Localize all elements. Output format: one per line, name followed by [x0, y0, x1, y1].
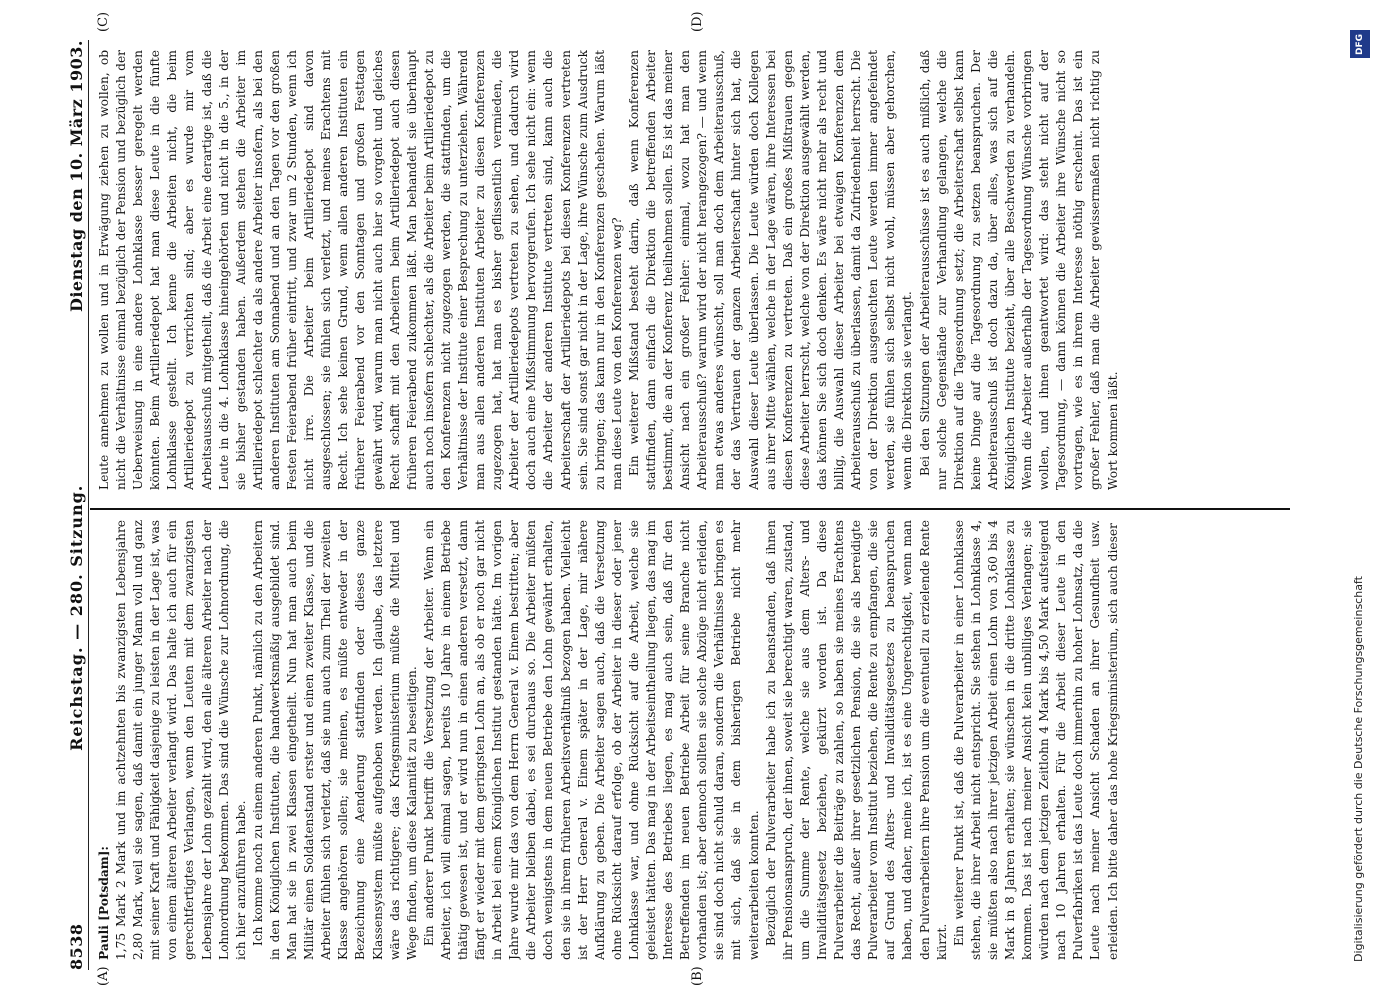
margin-marker-c: (C): [96, 11, 111, 32]
paragraph: Ich komme noch zu einem anderen Punkt, nämlich zu den Arbeitern in den Königlichen Instituten, die handwerksmäßig ausgebildet sind. Man hat sie in zwei Klassen eingetheilt. Nun hat man auch beim Militär einen Soldatenstand erster und einen zweiter Klasse, und die Arbeiter fühlen sich verletzt, daß sie nun auch zum Theil der zweiten Klasse angehören sollen; sie meinen, es müßte entweder in der Bezeichnung eine Aenderung stattfinden oder dieses ganze Klassensystem müßte aufgehoben werden. Ich glaube, das letztere wäre das richtigere; das Kriegsministerium müßte die Mittel und Wege finden, um diese Kalamität zu beseitigen.: [250, 520, 419, 960]
margin-marker-d: (D): [690, 11, 705, 32]
paragraph: Ein weiterer Punkt ist, daß die Pulverarbeiter in einer Lohnklasse stehen, die ihrer Arbeit nicht entspricht. Sie stehen in Lohnklasse 4, sie müßten also nach ihrer jetzigen Arbeit einen Lohn von 3,60 bis 4 Mark in 8 Jahren erhalten; sie wünschen in die dritte Lohnklasse zu kommen. Das ist nach meiner Ansicht kein unbilliges Verlangen; sie würden nach dem jetzigen Zeitlohn 4 Mark bis 4,50 Mark aufsteigend nach 10 Jahren erhalten. Für die Arbeit dieser Leute in den Pulverfabriken ist das Leute doch immerhin zu hoher Lohnsatz, da die Leute nach meiner Ansicht Schaden an ihrer Gesundheit usw. erleiden. Ich bitte daher das hohe Kriegsministerium, sich auch dieser: [951, 520, 1120, 960]
right-column: [96, 50, 1286, 490]
left-column: [96, 520, 1286, 960]
margin-marker-b: (B): [690, 966, 705, 986]
paragraph: Ein weiterer Mißstand besteht darin, daß wenn Konferenzen stattfinden, dann einfach die Direktion die betreffenden Arbeiter bestimmt, die an der Konferenz theilnehmen sollen. Es ist das meiner Ansicht nach ein großer Fehler: einmal, wozu hat man den Arbeiterausschuß? warum wird der nicht herangezogen? — und wenn man etwas anderes wünscht, soll man doch dem Arbeiterausschuß, der das Vertrauen der ganzen Arbeiterschaft hinter sich hat, die Auswahl dieser Leute überlassen. Die Leute würden doch Kollegen aus ihrer Mitte wählen, welche in der Lage wären, ihre Interessen bei diesen Konferenzen zu vertreten. Daß ein großes Mißtrauen gegen diese Arbeiter herrscht, welche von der Direktion ausgewählt werden, das können Sie sich doch denken. Es wäre nicht mehr als recht und billig, die Auswahl dieser Arbeiter bei etwaigen Konferenzen dem Arbeiterausschuß zu überlassen, damit da Zufriedenheit herrscht. Die von der Direktion ausgesuchten Leute werden immer angefeindet werden, sie fühlen sich selbst nicht wohl, müssen aber gehorchen, wenn die Direktion sie verlangt.: [626, 50, 915, 490]
margin-marker-a: (A): [96, 966, 111, 986]
dfg-logo: DFG: [1350, 30, 1370, 58]
session-date: Dienstag den 10. März 1903.: [67, 40, 86, 313]
paragraph: 1,75 Mark 2 Mark und im achtzehnten bis zwanzigsten Lebensjahre 2,80 Mark, weil sie sagen, daß damit ein junger Mann voll und ganz mit seiner Kraft und Fähigkeit dasjenige zu leisten in der Lage ist, was von einem älteren Arbeiter verlangt wird. Das halte ich auch für ein gerechtfertigtes Verlangen, wenn den Leuten mit dem zwanzigsten Lebensjahre der Lohn gezahlt wird, den alle älteren Arbeiter nach der Lohnordnung bekommen. Das sind die Wünsche zur Lohnordnung, die ich hier anzuführen habe.: [114, 520, 248, 960]
paragraph: Leute annehmen zu wollen und in Erwägung ziehen zu wollen, ob nicht die Verhältnisse einmal bezüglich der Pension und bezüglich der Ueberweisung in eine andere Lohnklasse besser geregelt werden könnten. Beim Artilleriedepot hat man diese Leute in die fünfte Lohnklasse gestellt. Ich kenne die Arbeiten nicht, die beim Artilleriedepot zu verrichten sind; aber es wurde mir vom Arbeitsausschuß mitgetheilt, daß die Arbeit eine derartige ist, daß die Leute in die 4. Lohnklasse hineingehörten und nicht in die 5., in der sie bisher gestanden haben. Außerdem stehen die Arbeiter im Artilleriedepot schlechter da als andere Arbeiter insofern, als bei den anderen Instituten am Sonnabend und an den Tagen vor den großen Festen Feierabend früher eintritt, und zwar um 2 Stunden, wenn ich nicht irre. Die Arbeiter beim Artilleriedepot sind davon ausgeschlossen; sie fühlen sich verletzt, und meines Erachtens mit Recht. Ich sehe keinen Grund, wenn allen anderen Instituten ein früherer Feierabend vor den Sonntagen und großen Festtagen gewährt wird, warum man nicht auch hier so vorgeht und gleiches Recht schafft mit den Arbeitern beim Artilleriedepot auch diesen früheren Feierabend zukommen läßt. Man behandelt sie überhaupt auch noch insofern schlechter, als die Arbeiter beim Artilleriedepot zu den Konferenzen nicht zugezogen werden, die stattfinden, um die Verhältnisse der Institute einer Besprechung zu unterziehen. Während man aus allen anderen Instituten Arbeiter zu diesen Konferenzen zugezogen hat, hat man es bisher geflissentlich vermieden, die Arbeiter der Artilleriedepots vertreten zu sehen, und dadurch wird doch auch eine Mißstimmung hervorgerufen. Ich sehe nicht ein: wenn die Arbeiter der anderen Institute vertreten sind, kann auch die Arbeiterschaft der Artilleriedepots bei diesen Konferenzen vertreten sein. Sie sind sonst gar nicht in der Lage, ihre Wünsche zum Ausdruck zu bringen; das kann nur in den Konferenzen geschehen. Warum läßt man diese Leute von den Konferenzen weg?: [97, 50, 624, 490]
column-divider: [90, 508, 1290, 510]
page-header: [62, 40, 89, 970]
page-number: 8538: [67, 923, 86, 970]
paragraph: Bei den Sitzungen der Arbeiterausschüsse ist es auch mißlich, daß nur solche Gegenstände zur Verhandlung gelangen, welche die Direktion auf die Tagesordnung setzt; die Arbeiterschaft selbst kann keine Dinge auf die Tagesordnung zu setzen beanspruchen. Der Arbeiterausschuß ist doch dazu da, über alles, was sich auf die Königlichen Institute bezieht, über alle Beschwerden zu verhandeln. Wenn die Arbeiter außerhalb der Tagesordnung Wünsche vorbringen wollen, und ihnen geantwortet wird: das steht nicht auf der Tagesordnung, — dann können die Arbeiter ihre Wünsche nicht so vortragen, wie es in ihrem Interesse nöthig erscheint. Das ist ein großer Fehler, daß man die Arbeiter gewissermaßen nicht richtig zu Wort kommen läßt.: [917, 50, 1120, 490]
digitization-credit: [1350, 30, 1370, 970]
session-title: Reichstag. — 280. Sitzung.: [67, 484, 86, 751]
speaker-label: Pauli [Potsdam]:: [97, 846, 111, 960]
paragraph: Bezüglich der Pulverarbeiter habe ich zu beanstanden, daß ihnen ihr Pensionsanspruch, der ihnen, soweit sie berechtigt waren, zustand, um die Summe der Rente, welche sie aus dem Alters- und Invaliditätsgesetz beziehen, gekürzt worden ist. Da diese Pulverarbeiter die Beiträge zu zahlen, so haben sie meines Erachtens das Recht, außer ihrer gesetzlichen Pension, die sie als bereidigte Pulverarbeiter vom Institut beziehen, die Rente zu empfangen, die sie auf Grund des Alters- und Invaliditätsgesetzes zu beanspruchen haben, und daher, meine ich, ist es eine Ungerechtigkeit, wenn man den Pulverarbeitern ihre Pension um die eventuell zu erzielende Rente kürzt.: [763, 520, 949, 960]
credit-text: Digitalisierung gefördert durch die Deutsche Forschungsgemeinschaft: [1352, 576, 1365, 962]
paragraph: Ein anderer Punkt betrifft die Versetzung der Arbeiter. Wenn ein Arbeiter, ich will einmal sagen, bereits 10 Jahre in einem Betriebe thätig gewesen ist, und er wird nun in einen anderen versetzt, dann fängt er wieder mit dem geringsten Lohn an, als ob er noch gar nicht in Arbeit bei einem Königlichen Institut gestanden hätte. Im vorigen Jahre wurde mir das von dem Herrn General v. Einem bestritten; aber die Arbeiter bleiben dabei, es sei durchaus so. Die Arbeiter müßten doch wenigstens in dem neuen Betriebe den Lohn gewährt erhalten, den sie in ihrem früheren Arbeitsverhältniß bezogen haben. Vielleicht ist der Herr General v. Einem später in der Lage, mir nähere Aufklärung zu geben. Die Arbeiter sagen auch, daß die Versetzung ohne Rücksicht darauf erfolge, ob der Arbeiter in dieser oder jener Lohnklasse war, und ohne Rücksicht auf die Arbeit, welche sie geleistet hätten. Das mag in der Arbeitseintheilung liegen, das mag im Interesse des Betriebes liegen, es mag auch sein, daß für den Betreffenden im neuen Betriebe Arbeit für seine Branche nicht vorhanden ist; aber dennoch sollten sie solche Abzüge nicht erleiden, sie sind doch nicht schuld daran, sondern die Verhältnisse bringen es mit sich, daß sie in dem bisherigen Betriebe nicht mehr weiterarbeiten konnten.: [421, 520, 761, 960]
